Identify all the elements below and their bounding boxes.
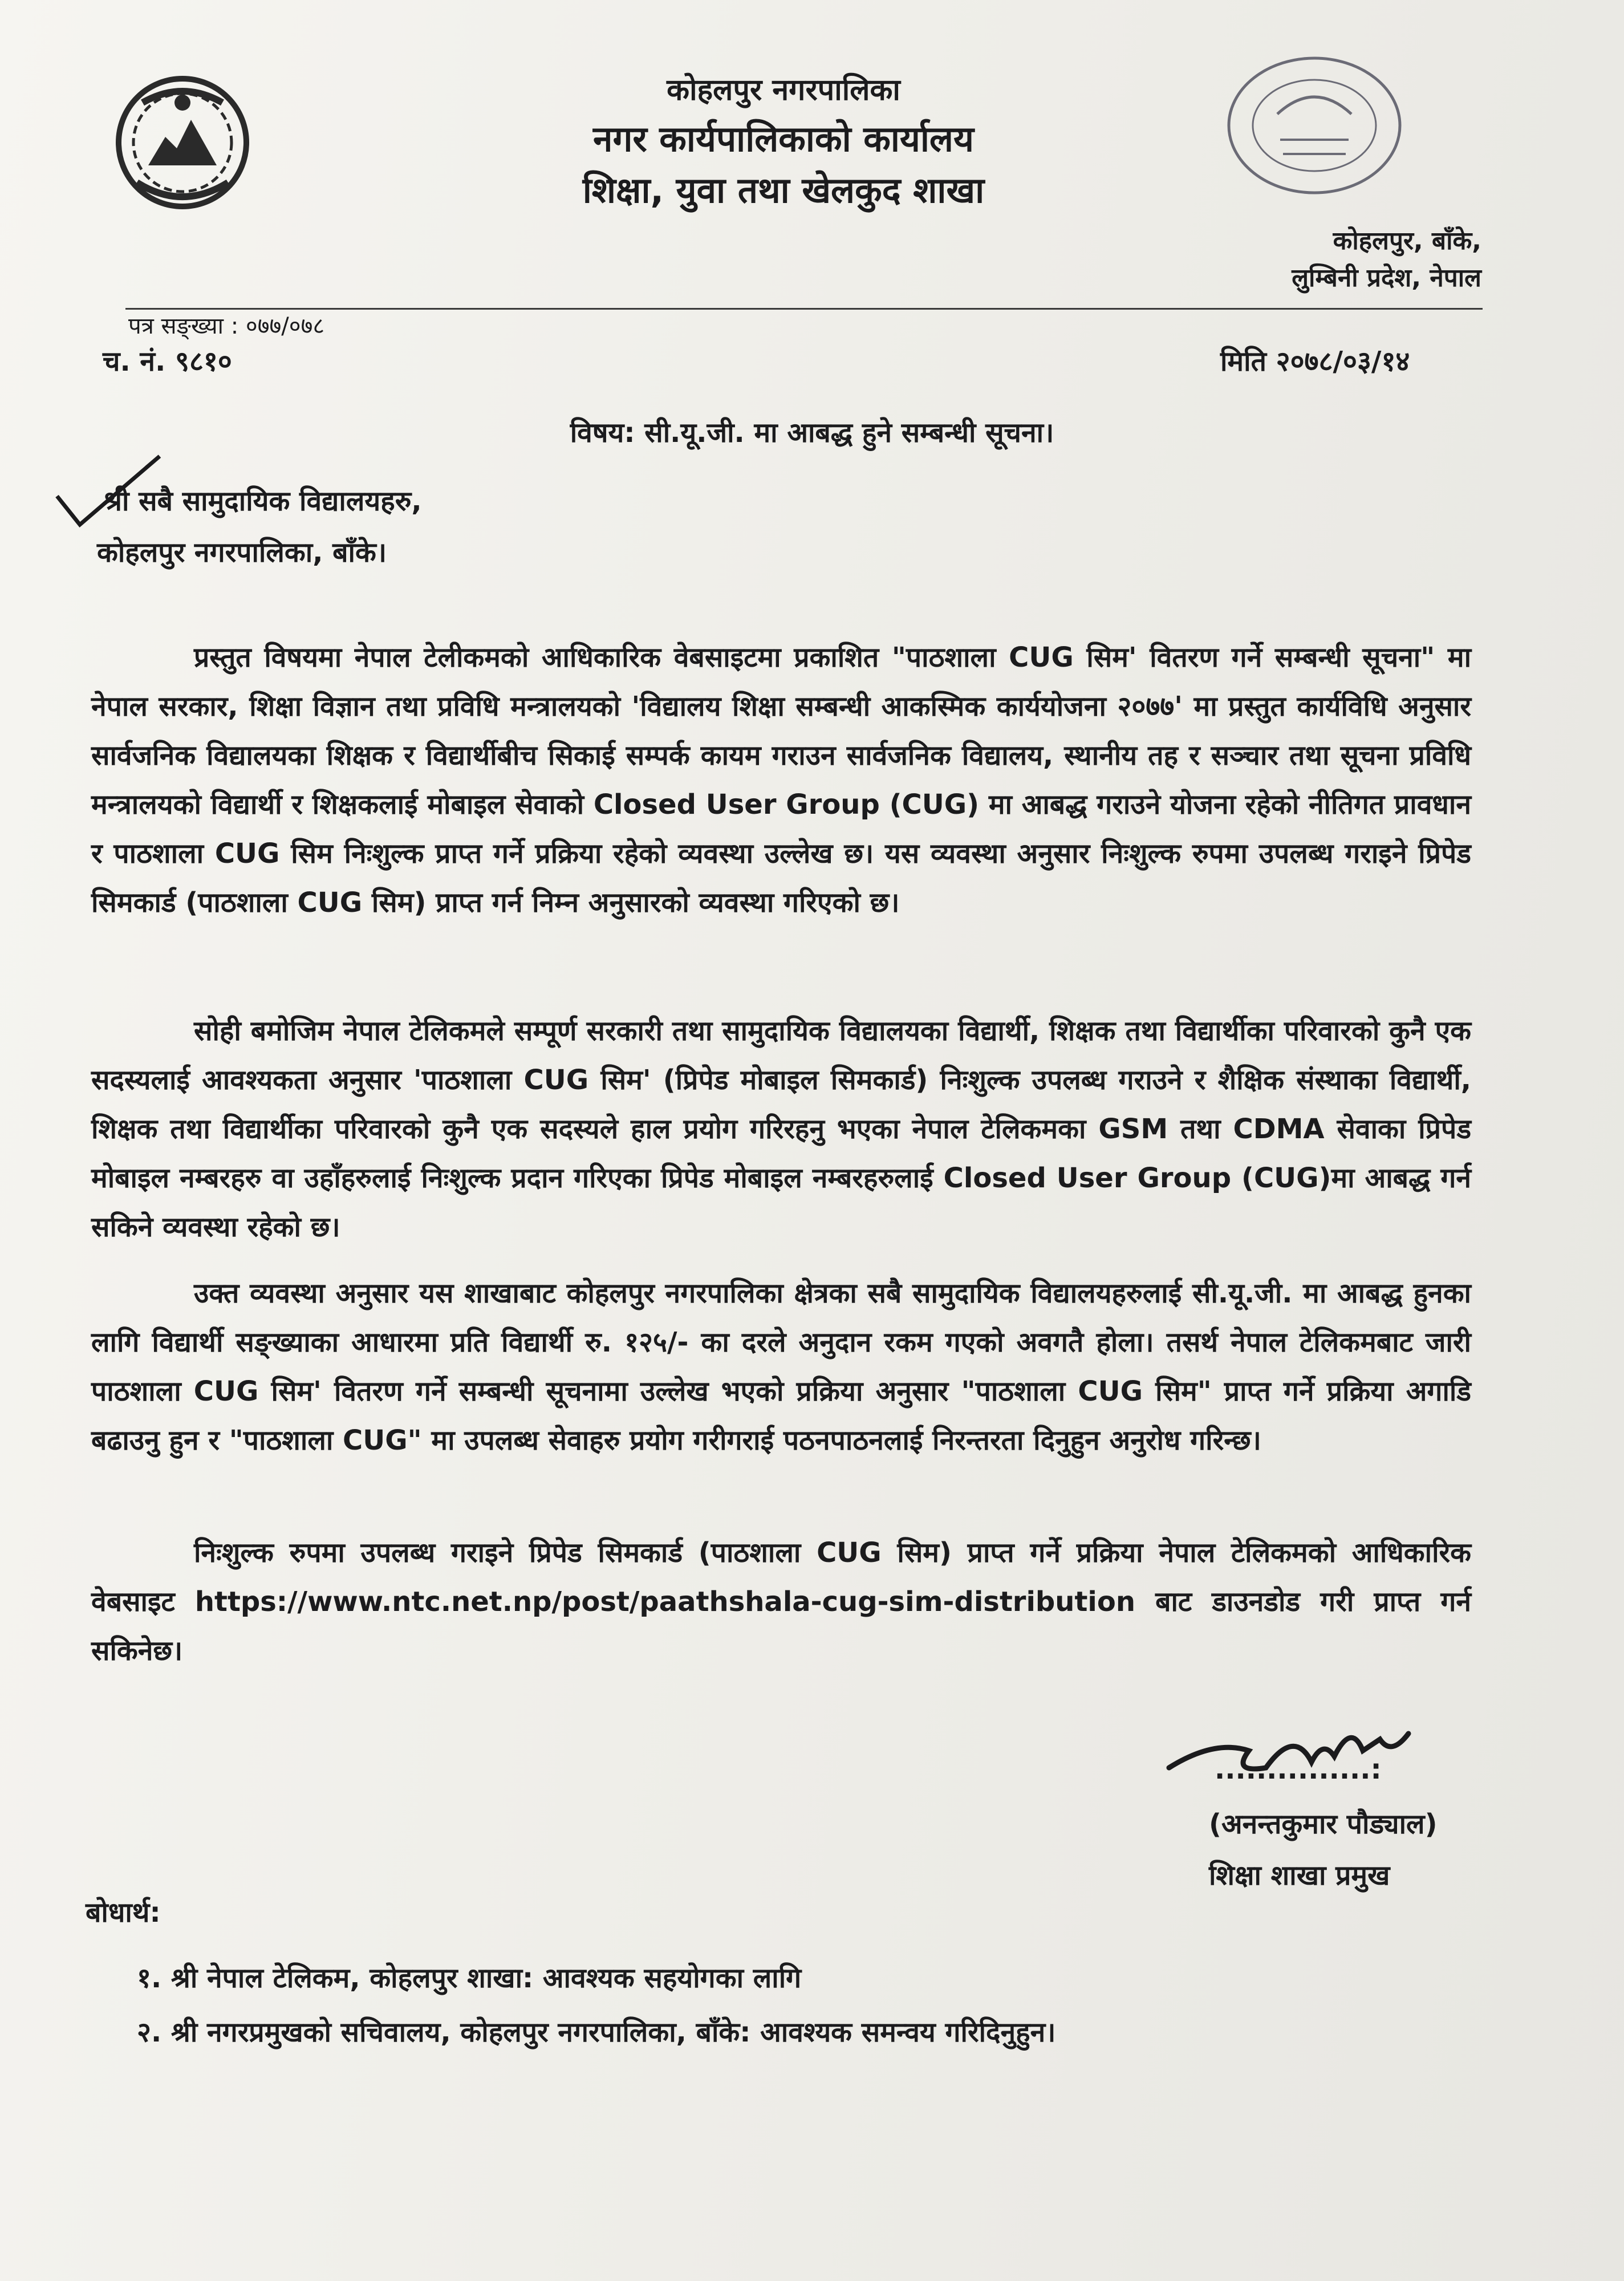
recipient-line-1: श्री सबै सामुदायिक विद्यालयहरु,	[103, 485, 422, 517]
body-paragraph-2: सोही बमोजिम नेपाल टेलिकमले सम्पूर्ण सरकारी तथा सामुदायिक विद्यालयका विद्यार्थी, शिक्षक तथा विद्यार्थीका परिवारको कुनै एक सदस्यलाई आवश्यकता अनुसार 'पाठशाला CUG सिम' (प्रिपेड मोबाइल सिमकार्ड) निःशुल्क उपलब्ध गराउने र शैक्षिक संस्थाका विद्यार्थी, शिक्षक तथा विद्यार्थीका परिवारको कुनै एक सदस्यले हाल प्रयोग गरिरहनु भएका नेपाल टेलिकमका GSM तथा CDMA सेवाका प्रिपेड मोबाइल नम्बरहरु वा उहाँहरुलाई निःशुल्क प्रदान गरिएका प्रिपेड मोबाइल नम्बरहरुलाई Closed User Group (CUG)मा आबद्ध गर्न सकिने व्यवस्था रहेको छ।	[91, 1015, 1471, 1243]
office-seal-stamp-icon	[1215, 46, 1414, 205]
cc-label: बोधार्थ:	[86, 1897, 161, 1929]
office-name: नगर कार्यपालिकाको कार्यालय	[593, 118, 974, 160]
body-paragraph-1: प्रस्तुत विषयमा नेपाल टेलीकमको आधिकारिक वेबसाइटमा प्रकाशित "पाठशाला CUG सिम' वितरण गर्ने सम्बन्धी सूचना" मा नेपाल सरकार, शिक्षा विज्ञान तथा प्रविधि मन्त्रालयको 'विद्यालय शिक्षा सम्बन्धी आकस्मिक कार्ययोजना २०७७' मा प्रस्तुत कार्यविधि अनुसार सार्वजनिक विद्यालयका शिक्षक र विद्यार्थीबीच सिकाई सम्पर्क कायम गराउन सार्वजनिक विद्यालय, स्थानीय तह र सञ्चार तथा सूचना प्रविधि मन्त्रालयको विद्यार्थी र शिक्षकलाई मोबाइल सेवाको Closed User Group (CUG) मा आबद्ध गराउने योजना रहेको नीतिगत प्रावधान र पाठशाला CUG सिम निःशुल्क प्राप्त गर्ने प्रक्रिया रहेको व्यवस्था उल्लेख छ। यस व्यवस्था अनुसार निःशुल्क रुपमा उपलब्ध गराइने प्रिपेड सिमकार्ड (पाठशाला CUG सिम) प्राप्त गर्न निम्न अनुसारको व्यवस्था गरिएको छ।	[91, 642, 1471, 919]
nepal-government-emblem-icon	[108, 68, 257, 217]
municipality-name: कोहलपुर नगरपालिका	[667, 73, 900, 107]
body-paragraph-4: निःशुल्क रुपमा उपलब्ध गराइने प्रिपेड सिमकार्ड (पाठशाला CUG सिम) प्राप्त गर्ने प्रक्रिया नेपाल टेलिकमको आधिकारिक वेबसाइट https://www.ntc.net.np/post/paathshala-cug-sim-distribution बाट डाउनडोड गरी प्राप्त गर्न सकिनेछ।	[91, 1537, 1471, 1667]
signatory-title: शिक्षा शाखा प्रमुख	[1209, 1860, 1390, 1892]
recipient-line-2: कोहलपुर नगरपालिका, बाँके।	[97, 537, 387, 569]
dispatch-number: च. नं. ९८१०	[103, 346, 232, 378]
cc-item-1: १. श्री नेपाल टेलिकम, कोहलपुर शाखा: आवश्यक सहयोगका लागि	[137, 1962, 802, 1994]
signature-dots: ...............:	[1215, 1754, 1382, 1785]
address-line-2: लुम्बिनी प्रदेश, नेपाल	[1292, 263, 1481, 293]
signatory-name: (अनन्तकुमार पौड्याल)	[1209, 1808, 1438, 1840]
body-paragraph-3: उक्त व्यवस्था अनुसार यस शाखाबाट कोहलपुर नगरपालिका क्षेत्रका सबै सामुदायिक विद्यालयहरुलाई सी.यू.जी. मा आबद्ध हुनका लागि विद्यार्थी सङ्ख्याका आधारमा प्रति विद्यार्थी रु. १२५/- का दरले अनुदान रकम गएको अवगतै होला। तसर्थ नेपाल टेलिकमबाट जारी पाठशाला CUG सिम' वितरण गर्ने सम्बन्धी सूचनामा उल्लेख भएको प्रक्रिया अनुसार "पाठशाला CUG सिम" प्राप्त गर्ने प्रक्रिया अगाडि बढाउनु हुन र "पाठशाला CUG" मा उपलब्ध सेवाहरु प्रयोग गरीगराई पठनपाठनलाई निरन्तरता दिनुहुन अनुरोध गरिन्छ।	[91, 1277, 1471, 1456]
address-line-1: कोहलपुर, बाँके,	[1333, 226, 1481, 255]
header-divider	[125, 308, 1483, 310]
letter-subject: विषय: सी.यू.जी. मा आबद्ध हुने सम्बन्धी सूचना।	[570, 417, 1054, 449]
reference-number: पत्र सङ्ख्या : ०७७/०७८	[128, 313, 325, 339]
cc-item-2: २. श्री नगरप्रमुखको सचिवालय, कोहलपुर नगरपालिका, बाँके: आवश्यक समन्वय गरिदिनुहुन।	[137, 2016, 1056, 2048]
letter-date: मिति २०७८/०३/१४	[1220, 346, 1410, 378]
section-name: शिक्षा, युवा तथा खेलकुद शाखा	[582, 169, 985, 211]
